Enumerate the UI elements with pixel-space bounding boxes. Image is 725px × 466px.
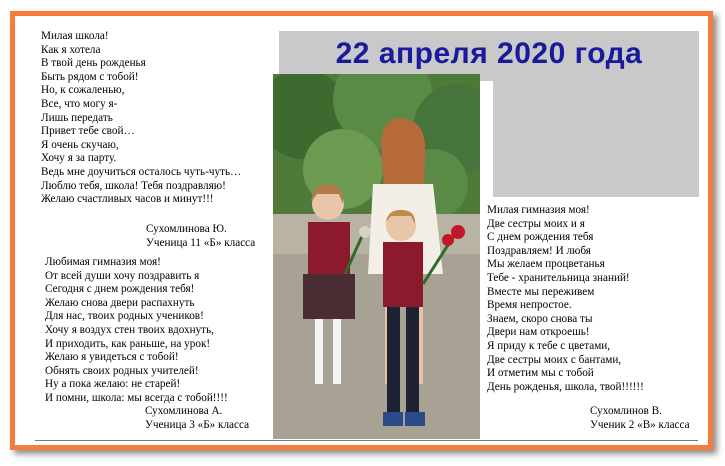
poem-2-line: От всей души хочу поздравить я (45, 269, 200, 282)
poem-3-line: Двери нам откроешь! (487, 326, 590, 339)
poem-1-line: Хочу я за парту. (41, 152, 117, 165)
poem-1-line: Желаю счастливых часов и минут!!! (41, 193, 214, 206)
poem-2-line: Обнять своих родных учителей! (45, 364, 199, 377)
poem-2-class: Ученица 3 «Б» класса (145, 419, 250, 431)
poem-2-line: Желаю снова двери распахнуть (45, 296, 195, 309)
poem-3-class: Ученик 2 «В» класса (590, 419, 690, 431)
poem-3-line: День рожденья, школа, твой!!!!!! (487, 380, 644, 393)
poem-3-line: С днем рождения тебя (487, 231, 594, 244)
poem-3-line: Поздравляем! И любя (487, 244, 591, 257)
poem-2-line: Сегодня с днем рождения тебя! (45, 283, 195, 296)
poem-1-line: Но, к сожаленью, (41, 84, 125, 97)
poem-2-line: И помни, школа: мы всегда с тобой!!!! (45, 391, 228, 404)
poem-2-line: Хочу я воздух стен твоих вдохнуть, (45, 323, 214, 336)
poem-3-line: Тебе - хранительница знаний! (487, 271, 630, 284)
poem-2-line: Желаю я увидеться с тобой! (45, 351, 179, 364)
poem-2-line: И приходить, как раньше, на урок! (45, 337, 211, 350)
poem-3-author: Сухомлинов В. (590, 405, 662, 417)
poem-1-line: Люблю тебя, школа! Тебя поздравляю! (41, 179, 226, 192)
poem-1-line: Привет тебе свой… (41, 125, 135, 138)
poem-3-line: Две сестры моих и я (487, 217, 585, 230)
page-title: 22 апреля 2020 года (335, 37, 643, 70)
poem-1-line: Милая школа! (41, 30, 109, 42)
poem-3 (487, 204, 644, 394)
poem-2 (45, 256, 228, 406)
poem-1-line: Как я хотела (41, 43, 101, 56)
poem-3-line: Я приду к тебе с цветами, (487, 339, 611, 352)
poem-2-line: Любимая гимназия моя! (45, 256, 161, 268)
poem-1-author: Сухомлинова Ю. (146, 223, 227, 235)
poem-1-line: Все, что могу я- (41, 97, 118, 110)
poem-1-line: Я очень скучаю, (41, 138, 119, 151)
poem-1-line: Ведь мне доучиться осталось чуть-чуть… (41, 165, 242, 178)
poem-3-line: Две сестры моих с бантами, (487, 353, 622, 366)
poem-3-line: Знаем, скоро снова ты (487, 312, 593, 325)
photo-illustration (273, 74, 480, 439)
poem-3-line: Время непростое. (487, 299, 572, 312)
poem-2-line: Для нас, твоих родных учеников! (45, 310, 204, 323)
poem-3-line: Милая гимназия моя! (487, 204, 590, 216)
poem-1-line: В твой день рожденья (41, 57, 146, 70)
poem-1 (41, 30, 241, 207)
poem-3-line: Мы желаем процветанья (487, 258, 605, 271)
bottom-divider (35, 440, 698, 441)
gray-accent-block (493, 81, 699, 197)
orange-frame (10, 11, 713, 450)
children-photo (273, 74, 480, 439)
poem-1-line: Лишь передать (41, 111, 113, 124)
poem-1-class: Ученица 11 «Б» класса (146, 237, 256, 249)
poem-1-line: Быть рядом с тобой! (41, 70, 139, 83)
poem-3-line: И отметим мы с тобой (487, 367, 594, 380)
poem-2-author: Сухомлинова А. (145, 405, 223, 417)
poem-3-line: Вместе мы переживем (487, 285, 595, 298)
poem-2-line: Ну а пока желаю: не старей! (45, 378, 181, 391)
